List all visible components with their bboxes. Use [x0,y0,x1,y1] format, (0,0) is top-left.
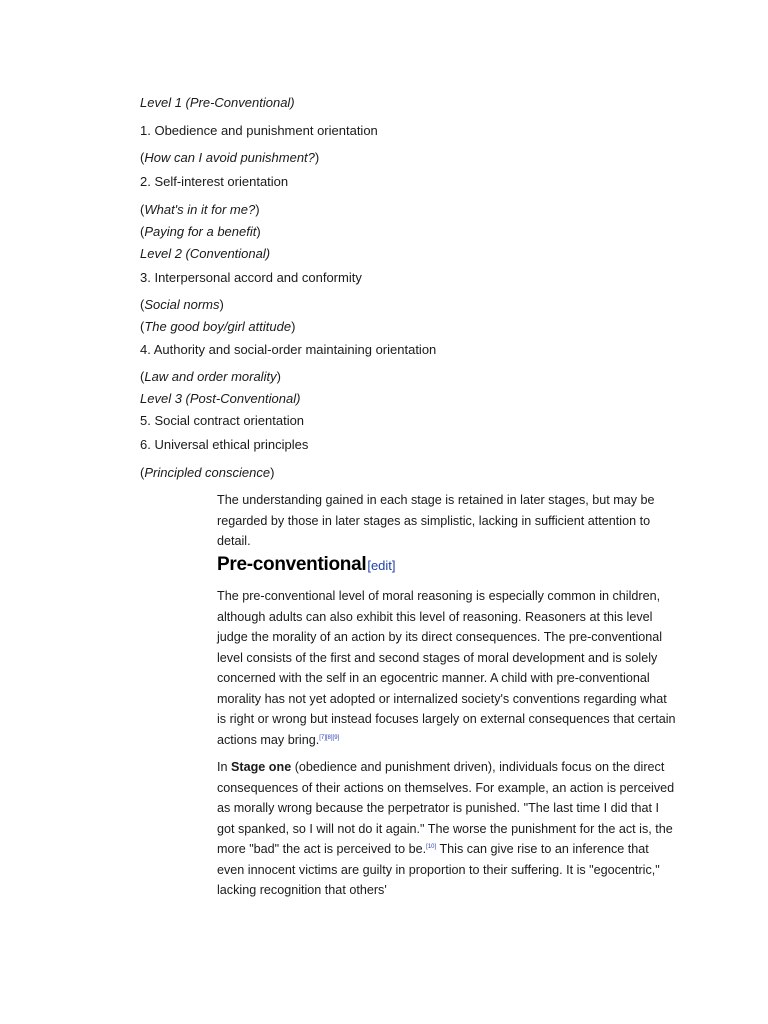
paren-open: ( [140,465,145,480]
stage-6-item: 6. Universal ethical principles [140,437,309,452]
paragraph-text: (obedience and punishment driven), individuals focus on the direct consequences of their actions on themselves. For example, an action is perceived as morally wrong because the perpetrator is punished. "The last time I did that I got spanked, so I will not do it again." The worse the punishment for the act is, the more "bad" the act is perceived to be. [217,760,675,856]
stage-5-item: 5. Social contract orientation [140,413,305,428]
stage-4-item: 4. Authority and social-order maintaining orientation [140,342,437,357]
paren-close: ) [256,224,261,239]
stage-one-paragraph [217,757,677,901]
level-2-text: Level 2 (Conventional) [140,246,271,261]
paragraph-text: The pre-conventional level of moral reasoning is especially common in children, although adults can also exhibit this level of reasoning. Reasoners at this level judge the morality of an action by its direct consequences. The pre-conventional level consists of the first and second stages of moral development and is solely concerned with the self in an egocentric manner. A child with pre-conventional morality has not yet adopted or internalized society's conventions regarding what is right or wrong but instead focuses largely on external consequences that certain actions may bring. [217,589,676,747]
stage-2-benefit [140,224,261,240]
stage-3-item: 3. Interpersonal accord and conformity [140,270,362,285]
stage-1-item: 1. Obedience and punishment orientation [140,123,378,138]
stage-6-question [140,465,274,481]
paragraph-lead: In [217,760,232,774]
stage-4-question [140,369,281,385]
stage-6-question-text: Principled conscience [144,465,271,480]
section-heading-text: Pre-conventional [217,554,367,575]
stage-1-question-text: How can I avoid punishment? [144,150,315,165]
paren-open: ( [140,202,145,217]
stage-4-question-text: Law and order morality [144,369,277,384]
paren-open: ( [140,150,145,165]
stage-2-question-text: What's in it for me? [144,202,256,217]
level-2-heading [140,246,270,262]
level-3-text: Level 3 (Post-Conventional) [140,391,301,406]
paren-open: ( [140,224,145,239]
stage-1-question [140,150,319,166]
stage-3-norms-text: Social norms [144,297,220,312]
pre-conventional-paragraph [217,586,677,750]
stage-3-norms [140,297,224,313]
paren-close: ) [255,202,260,217]
section-heading [217,554,396,576]
stage-2-item: 2. Self-interest orientation [140,174,289,189]
stage-2-question [140,202,260,218]
stage-3-attitude [140,319,295,335]
citation-link[interactable]: [7][8][9] [319,734,340,741]
intro-paragraph: The understanding gained in each stage is retained in later stages, but may be regarded by those in later stages as simplistic, lacking in sufficient attention to detail. [217,493,655,548]
level-3-heading [140,391,300,407]
citation-link[interactable]: [10] [426,843,437,850]
paren-close: ) [219,297,224,312]
paragraph-text-continued: This can give rise to an inference that even innocent victims are guilty in proportion to their suffering. It is "egocentric," lacking recognition that others' [217,842,660,897]
paren-open: ( [140,319,145,334]
stage-one-term: Stage one [231,760,292,774]
level-1-heading [140,95,295,111]
paren-close: ) [291,319,296,334]
paren-close: ) [314,150,320,165]
edit-link[interactable]: [edit] [367,558,396,573]
paren-close: ) [270,465,275,480]
paren-open: ( [140,369,145,384]
paren-open: ( [140,297,145,312]
paren-close: ) [276,369,281,384]
stage-3-attitude-text: The good boy/girl attitude [144,319,292,334]
level-1-text: Level 1 (Pre-Conventional) [140,95,295,110]
stage-2-benefit-text: Paying for a benefit [144,224,257,239]
